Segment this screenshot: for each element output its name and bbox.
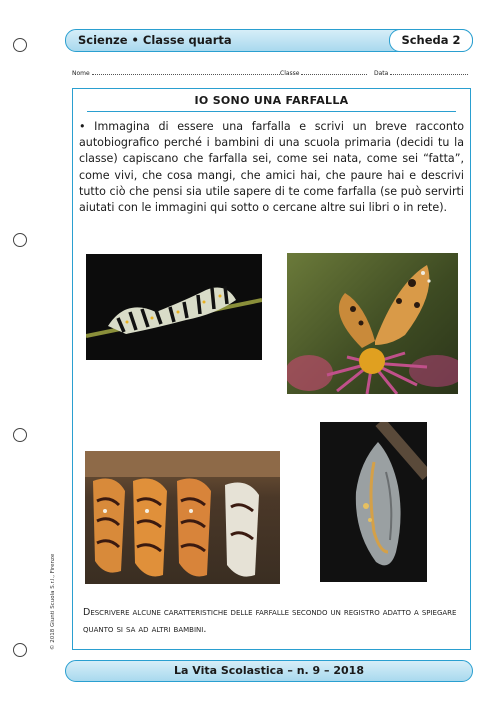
chrysalis-photo [320,422,427,582]
date-field[interactable] [374,68,468,77]
header-bar [65,29,473,52]
butterfly-on-flower-photo [287,253,458,394]
additional-instruction: Descrivere alcune caratteristiche delle farfalle secondo un registro adatto a spiegare quanto si sa ad altri bambini. [83,607,457,635]
worksheet-number-badge: Scheda 2 [389,29,473,52]
butterflies-on-branch-photo [85,451,280,584]
caterpillar-photo [86,254,262,360]
binder-hole-bottom [13,643,27,657]
copyright-notice: © 2018 Giunti Scuola S.r.l., Firenze [50,553,56,650]
binder-hole-lower-middle [13,428,27,442]
exercise-box [72,88,471,650]
name-field[interactable] [72,68,280,77]
subject-class-title: Scienze • Classe quarta [78,33,232,47]
class-field[interactable] [280,68,367,77]
exercise-title: IO SONO UNA FARFALLA [87,94,456,112]
binder-hole-upper-middle [13,233,27,247]
name-field-label: Nome [72,70,90,77]
class-field-label: Classe [280,70,300,77]
magazine-footer: La Vita Scolastica – n. 9 – 2018 [65,660,473,682]
date-field-label: Data [374,70,389,77]
binder-hole-top [13,38,27,52]
exercise-instructions: • Immagina di essere una farfalla e scrivi un breve racconto autobiografico perché i bambini di una scuola primaria (decidi tu la classe) capiscano che farfalla sei, come sei nata, come sei “fatta”, come vivi, che cosa mangi, che amici hai, che paure hai e descrivi tutto ciò che pensi sia utile sapere di te come farfalla (se può servirti aiutati con le immagini qui sotto o cercane altre sui libri o in rete). [79,120,464,215]
